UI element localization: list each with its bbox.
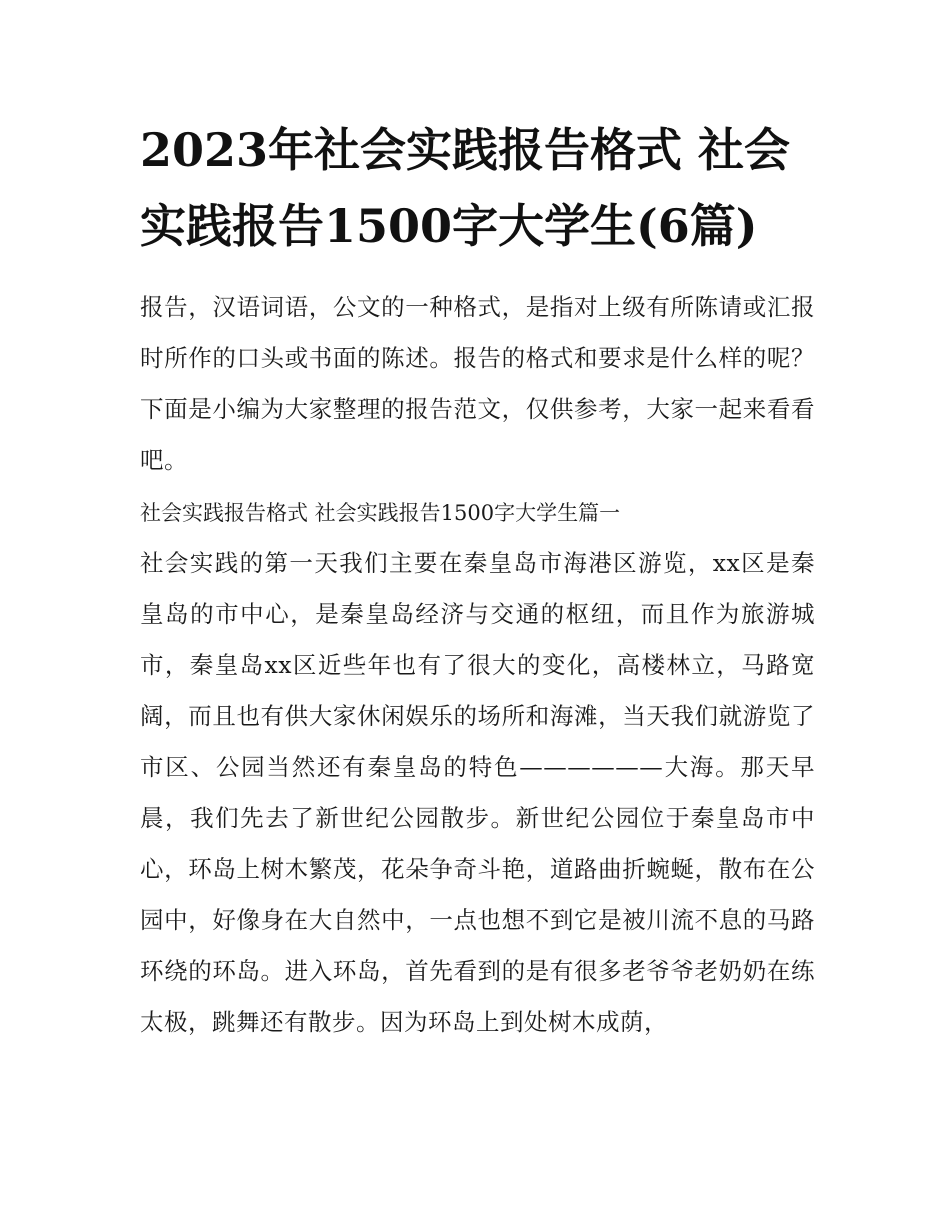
document-title: 2023年社会实践报告格式 社会实践报告1500字大学生(6篇) (140, 123, 791, 253)
intro-paragraph: 报告，汉语词语，公文的一种格式，是指对上级有所陈请或汇报时所作的口头或书面的陈述。报告的格式和要求是什么样的呢？下面是小编为大家整理的报告范文，仅供参考，大家一起来看看吧。 (140, 293, 815, 474)
section-heading: 社会实践报告格式 社会实践报告1500字大学生篇一 (140, 501, 621, 525)
document-page (140, 112, 815, 1048)
section-body-paragraph: 社会实践的第一天我们主要在秦皇岛市海港区游览，xx区是秦皇岛的市中心，是秦皇岛经济与交通的枢纽，而且作为旅游城市，秦皇岛xx区近些年也有了很大的变化，高楼林立，马路宽阔，而且也有供大家休闲娱乐的场所和海滩，当天我们就游览了市区、公园当然还有秦皇岛的特色——————大海。那天早晨，我们先去了新世纪公园散步。新世纪公园位于秦皇岛市中心，环岛上树木繁茂，花朵争奇斗艳，道路曲折蜿蜒，散布在公园中，好像身在大自然中，一点也想不到它是被川流不息的马路环绕的环岛。进入环岛，首先看到的是有很多老爷爷老奶奶在练太极，跳舞还有散步。因为环岛上到处树木成荫， (140, 549, 815, 1036)
